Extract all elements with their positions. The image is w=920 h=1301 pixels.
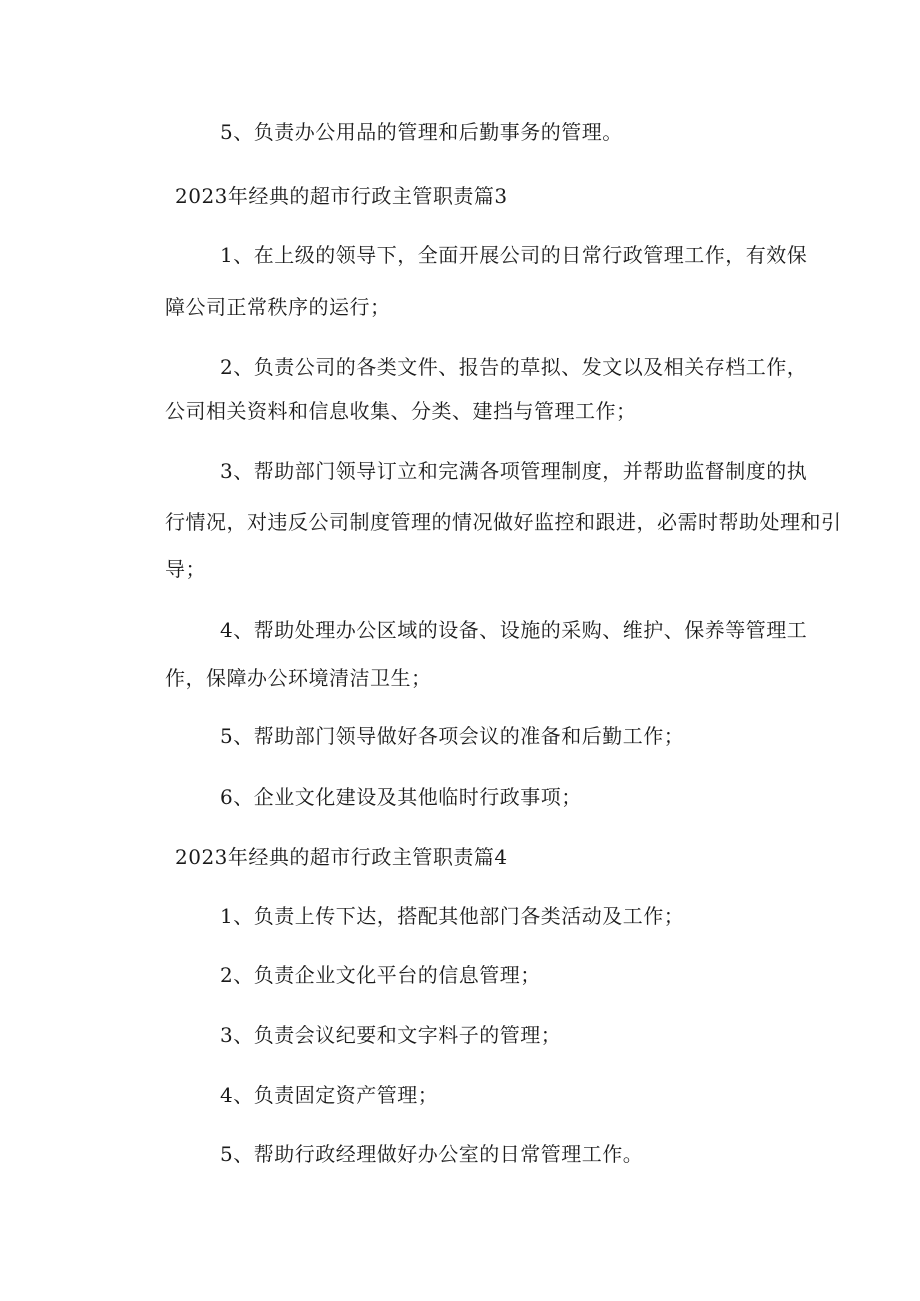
paragraph-line: 5、帮助部门领导做好各项会议的准备和后勤工作； (220, 724, 685, 748)
paragraph-line: 1、负责上传下达，搭配其他部门各类活动及工作； (220, 904, 685, 928)
paragraph-line: 导； (165, 557, 206, 581)
paragraph-line: 公司相关资料和信息收集、分类、建挡与管理工作； (165, 399, 637, 423)
paragraph-line: 1、在上级的领导下，全面开展公司的日常行政管理工作，有效保 (220, 243, 808, 267)
section-heading: 2023年经典的超市行政主管职责篇3 (175, 184, 508, 208)
paragraph-line: 4、帮助处理办公区域的设备、设施的采购、维护、保养等管理工 (220, 618, 808, 642)
paragraph-line: 障公司正常秩序的运行； (165, 295, 391, 319)
paragraph-line: 行情况，对违反公司制度管理的情况做好监控和跟进，必需时帮助处理和引 (165, 510, 842, 534)
section-heading: 2023年经典的超市行政主管职责篇4 (175, 845, 508, 869)
paragraph-line: 作，保障办公环境清洁卫生； (165, 666, 432, 690)
paragraph-line: 3、负责会议纪要和文字料子的管理； (220, 1023, 562, 1047)
paragraph-line: 5、帮助行政经理做好办公室的日常管理工作。 (220, 1142, 644, 1166)
paragraph-line: 2、负责企业文化平台的信息管理； (220, 963, 541, 987)
paragraph-line: 6、企业文化建设及其他临时行政事项； (220, 785, 582, 809)
paragraph-line: 2、负责公司的各类文件、报告的草拟、发文以及相关存档工作， (220, 355, 808, 379)
paragraph-line: 4、负责固定资产管理； (220, 1083, 439, 1107)
paragraph-line: 3、帮助部门领导订立和完满各项管理制度，并帮助监督制度的执 (220, 459, 808, 483)
paragraph-line: 5、负责办公用品的管理和后勤事务的管理。 (220, 120, 623, 144)
